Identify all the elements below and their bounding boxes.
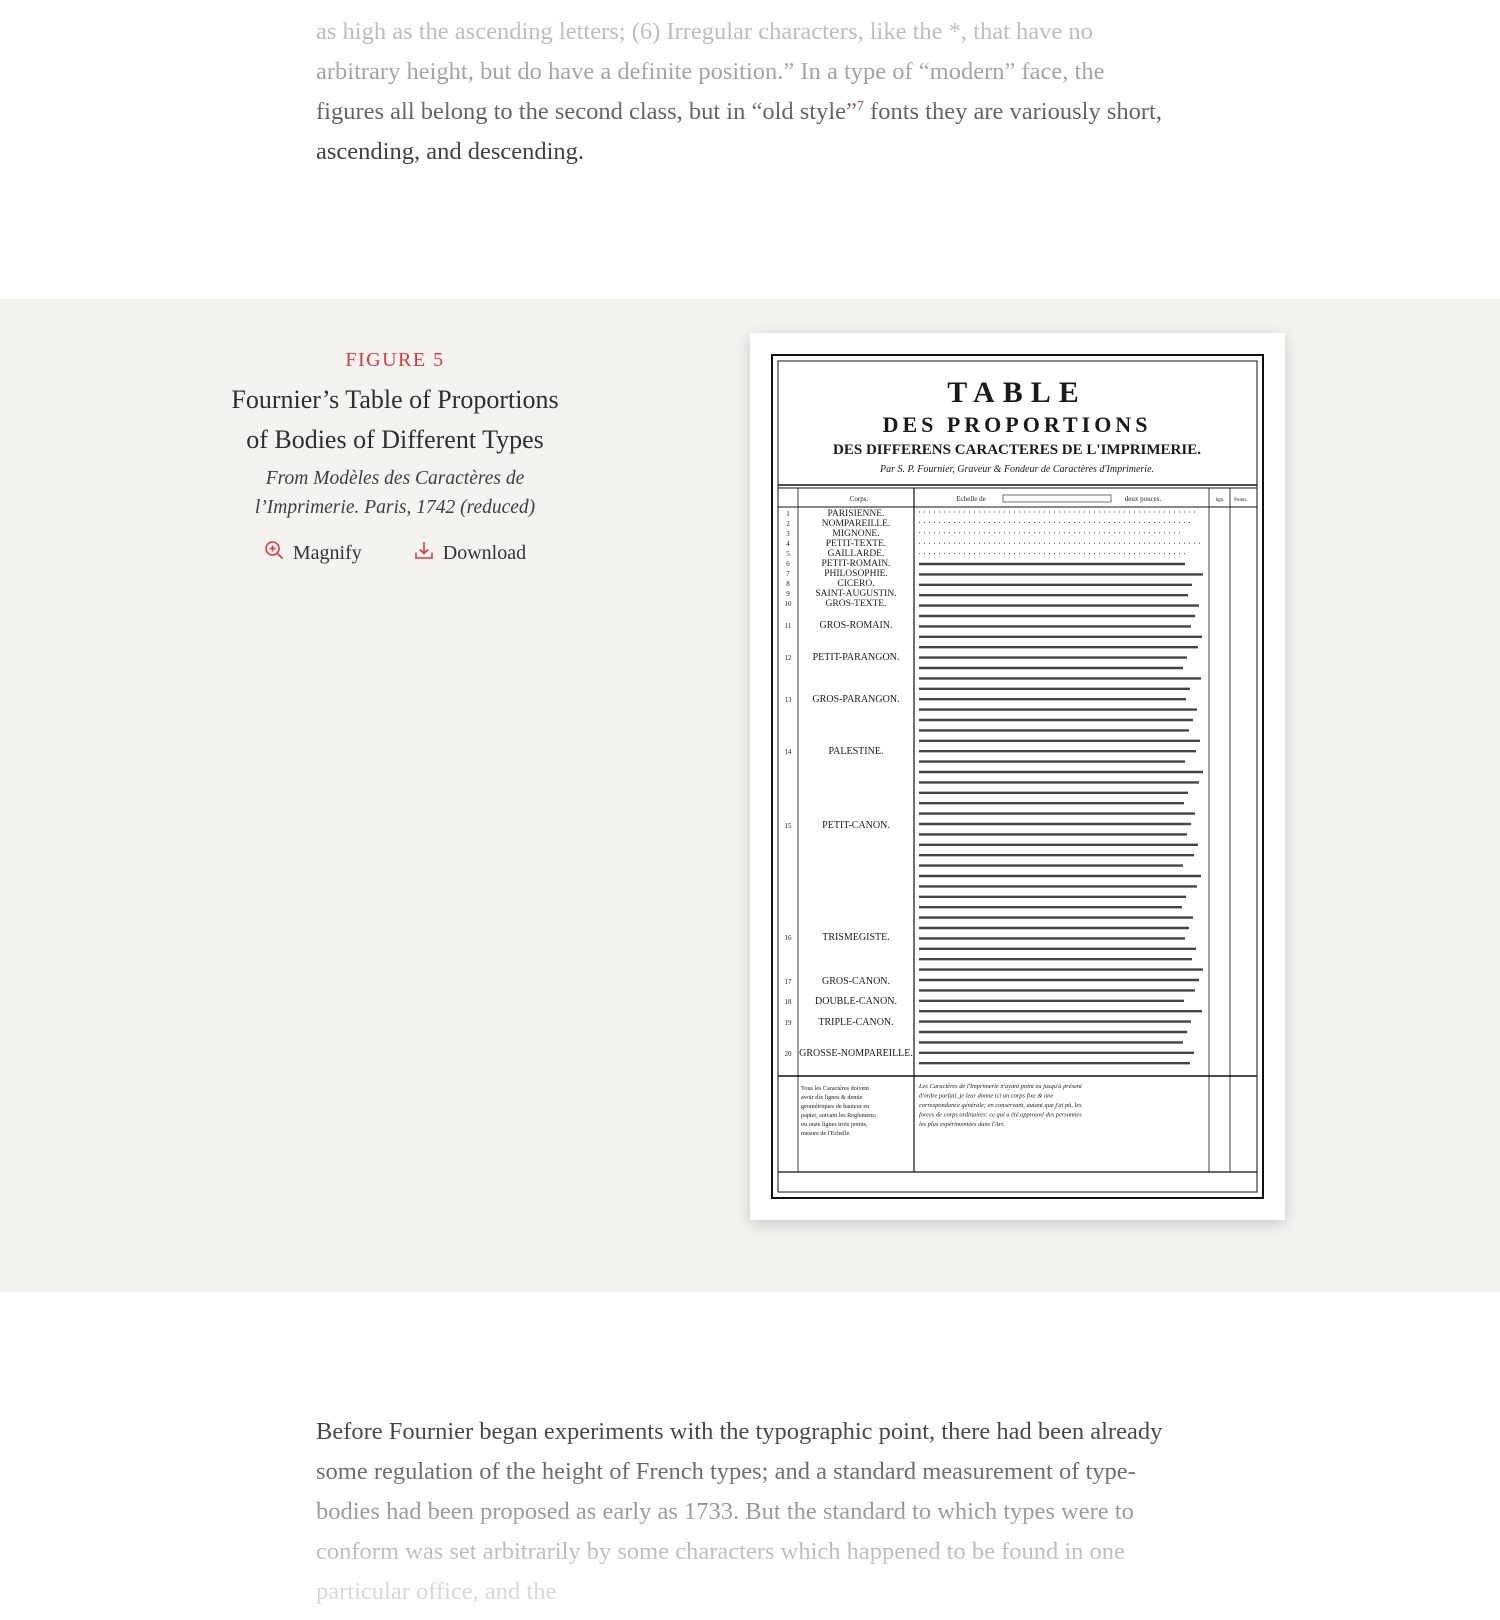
plate-footnote-left: Tous les Caractères doivent avoir dix lignes & demie geométriques de hauteur en papier, suivant les Reglemens; ou onze lignes trois points, mesure de l'Echelle. — [801, 1085, 877, 1137]
plate-row-name: GAILLARDE. — [827, 549, 885, 559]
plate-row-name: PETIT-TEXTE. — [825, 539, 887, 549]
magnify-label: Magnify — [292, 541, 362, 564]
plate-heading-1: TABLE — [947, 376, 1087, 409]
plate-row-number: 14 — [784, 748, 792, 756]
plate-col-points: Points. — [1234, 498, 1248, 503]
download-button[interactable] — [414, 540, 526, 566]
plate-row-name: GROS-TEXTE. — [825, 599, 887, 609]
figure-source: From Modèles des Caractères de l’Imprimerie. Paris, 1742 (reduced) — [254, 468, 536, 518]
download-icon — [414, 540, 434, 566]
plate-row-name: NOMPAREILLE. — [821, 519, 891, 529]
top-paragraph — [316, 12, 1176, 172]
plate-byline: Par S. P. Fournier, Graveur & Fondeur de Caractères d'Imprimerie. — [879, 464, 1155, 475]
fournier-table-plate — [771, 354, 1264, 1199]
plate-row-name: GROS-ROMAIN. — [819, 620, 893, 631]
plate-row-name: PETIT-CANON. — [822, 820, 890, 831]
top-paragraph-text-end: fonts they are variously short, ascending, and descending. — [316, 98, 1162, 165]
plate-row-number: 16 — [784, 934, 792, 942]
plate-row-number: 17 — [784, 978, 792, 986]
figure-title: Fournier’s Table of Proportions of Bodies of Different Types — [231, 385, 559, 454]
plate-row-name: PHILOSOPHIE. — [824, 569, 888, 579]
magnify-button[interactable] — [264, 540, 362, 566]
plate-row-number: 15 — [784, 822, 792, 830]
plate-heading-3: DES DIFFERENS CARACTERES DE L'IMPRIMERIE. — [833, 442, 1201, 458]
plate-row-name: TRIPLE-CANON. — [818, 1017, 894, 1028]
plate-row-number: 20 — [784, 1050, 792, 1058]
plate-row-number: 4 — [786, 540, 790, 548]
plate-row-name: CICERO. — [837, 579, 875, 589]
bottom-paragraph-block — [316, 1412, 1176, 1612]
plate-row-number: 6 — [786, 560, 790, 568]
figure-actions — [230, 540, 560, 566]
plate-row-name: GROS-PARANGON. — [812, 694, 900, 705]
plate-row-name: PETIT-ROMAIN. — [821, 559, 891, 569]
plate-row-number: 19 — [784, 1019, 792, 1027]
download-label: Download — [442, 541, 527, 564]
plate-row-name: SAINT-AUGUSTIN. — [815, 589, 897, 599]
plate-row-number: 2 — [786, 520, 790, 528]
plate-row-name: TRISMEGISTE. — [822, 932, 890, 943]
plate-row-number: 7 — [786, 570, 790, 578]
plate-row-name: GROS-CANON. — [821, 976, 891, 987]
magnify-icon — [264, 540, 284, 566]
plate-col-echelle: Echelle de — [956, 495, 986, 503]
plate-row-number: 3 — [786, 530, 790, 538]
plate-col-corps: Corps. — [849, 495, 869, 503]
plate-row-number: 1 — [786, 510, 790, 518]
plate-row-number: 10 — [784, 600, 792, 608]
plate-row-number: 12 — [784, 654, 792, 662]
plate-row-name: GROSSE-NOMPAREILLE. — [799, 1048, 913, 1059]
plate-col-pouces: deux pouces. — [1124, 495, 1162, 503]
plate-row-number: 5 — [786, 550, 790, 558]
plate-heading-2: DES PROPORTIONS — [882, 412, 1152, 437]
figure-caption — [230, 346, 560, 566]
plate-row-name: DOUBLE-CANON. — [815, 996, 897, 1007]
plate-row-number: 13 — [784, 696, 792, 704]
figure-image[interactable] — [750, 333, 1285, 1220]
bottom-paragraph: Before Fournier began experiments with the typographic point, there had been already some regulation of the height of French types; and a standard measurement of type-bodies had been proposed as early as 1733. But the standard to which types were to conform was set arbitrarily by some characters which happened to be found in one particular office, and the — [316, 1412, 1176, 1612]
plate-row-name: MIGNONE. — [832, 529, 880, 539]
plate-row-number: 18 — [784, 998, 792, 1006]
plate-row-name: PETIT-PARANGON. — [812, 652, 900, 663]
plate-row-number: 8 — [786, 580, 790, 588]
plate-footnote-right: Les Caractères de l'Imprimerie n'ayant point eu jusqu'à présent d'ordre parfait, je leur donne ici un corps fixe & une correspondance générale; en conservant, autant que j'ai pû, les forces de corps ordinaires: ce qui a été approuvé des personnes les plus expérimentées dans l'Art. — [919, 1083, 1082, 1128]
plate-col-lignes: lign. — [1215, 498, 1225, 503]
top-paragraph-block — [316, 12, 1176, 172]
figure-label: FIGURE 5 — [345, 349, 445, 371]
footnote-ref-link[interactable]: 7 — [856, 98, 864, 114]
top-paragraph-text: as high as the ascending letters; (6) Irregular characters, like the *, that have no arbitrary height, but do have a definite position.” In a type of “modern” face, the figures all belong to the second class, but in “old style” — [316, 18, 1105, 125]
plate-row-number: 9 — [786, 590, 790, 598]
plate-row-name: PARISIENNE. — [827, 509, 885, 519]
plate-row-number: 11 — [784, 622, 792, 630]
plate-row-name: PALESTINE. — [828, 746, 884, 757]
